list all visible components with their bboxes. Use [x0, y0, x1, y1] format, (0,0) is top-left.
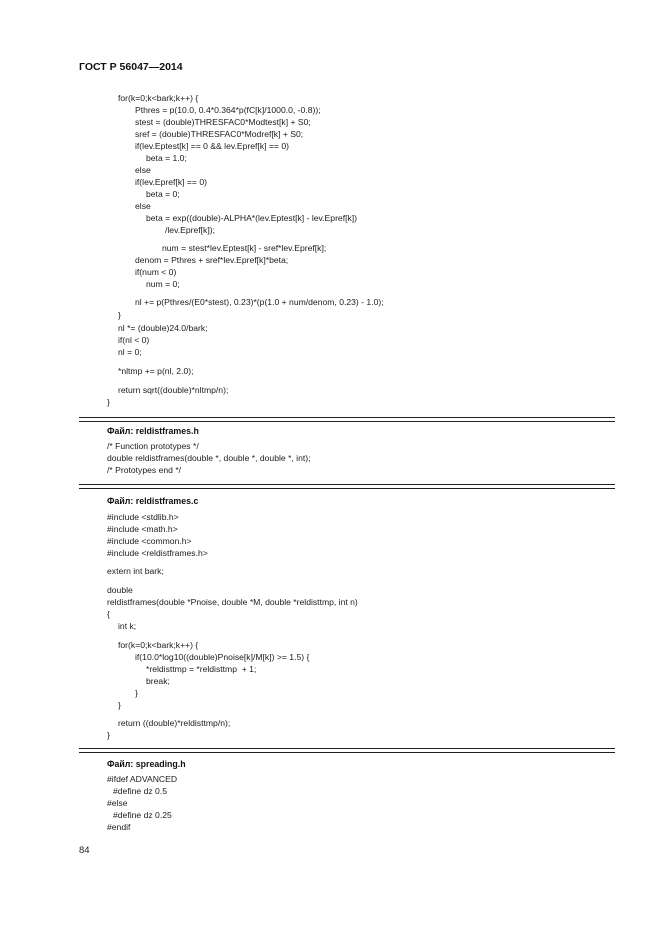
- code-line: double reldistframes(double *, double *, double *, int);: [107, 453, 311, 463]
- code-line: beta = 1.0;: [146, 153, 187, 163]
- code-line: Pthres = p(10.0, 0.4*0.364*p(fC[k]/1000.0, -0.8));: [135, 105, 321, 115]
- file-title-spreading-h: Файл: spreading.h: [107, 759, 186, 769]
- code-line: #define dz 0.5: [113, 786, 167, 796]
- section-separator: [79, 748, 615, 753]
- code-line: #include <math.h>: [107, 524, 178, 534]
- code-line: stest = (double)THRESFAC0*Modtest[k] + S0;: [135, 117, 311, 127]
- code-line: nl = 0;: [118, 347, 142, 357]
- code-line: for(k=0;k<bark;k++) {: [118, 93, 199, 103]
- code-line: reldistframes(double *Pnoise, double *M, double *reldisttmp, int n): [107, 597, 358, 607]
- code-line: if(nl < 0): [118, 335, 150, 345]
- code-line: }: [135, 688, 138, 698]
- code-line: for(k=0;k<bark;k++) {: [118, 640, 199, 650]
- section-separator: [79, 484, 615, 489]
- document-standard-header: ГОСТ Р 56047—2014: [79, 61, 183, 73]
- code-line: }: [107, 397, 110, 407]
- code-line: double: [107, 585, 133, 595]
- code-line: }: [118, 310, 121, 320]
- code-line: int k;: [118, 621, 137, 631]
- code-line: }: [107, 730, 110, 740]
- code-line: if(10.0*log10((double)Pnoise[k]/M[k]) >= 1.5) {: [135, 652, 310, 662]
- code-line: sref = (double)THRESFAC0*Modref[k] + S0;: [135, 129, 304, 139]
- code-line: num = stest*lev.Eptest[k] - sref*lev.Epref[k];: [162, 243, 327, 253]
- code-line: #include <common.h>: [107, 536, 192, 546]
- code-line: else: [135, 165, 151, 175]
- code-line: if(lev.Epref[k] == 0): [135, 177, 207, 187]
- code-line: }: [118, 700, 121, 710]
- code-line: /* Function prototypes */: [107, 441, 199, 451]
- code-line: return sqrt((double)*nltmp/n);: [118, 385, 229, 395]
- file-title-reldistframes-c: Файл: reldistframes.c: [107, 496, 199, 506]
- code-line: num = 0;: [146, 279, 180, 289]
- code-line: #define dz 0.25: [113, 810, 172, 820]
- code-line: *nltmp += p(nl, 2.0);: [118, 366, 194, 376]
- code-line: #ifdef ADVANCED: [107, 774, 178, 784]
- code-line: #include <reldistframes.h>: [107, 548, 208, 558]
- code-line: #endif: [107, 822, 131, 832]
- code-line: beta = 0;: [146, 189, 180, 199]
- code-line: else: [135, 201, 151, 211]
- code-line: /* Prototypes end */: [107, 465, 182, 475]
- code-line: *reldisttmp = *reldisttmp + 1;: [146, 664, 257, 674]
- code-line: nl += p(Pthres/(E0*stest), 0.23)*(p(1.0 + num/denom, 0.23) - 1.0);: [135, 297, 384, 307]
- section-separator: [79, 417, 615, 422]
- code-line: if(lev.Eptest[k] == 0 && lev.Epref[k] == 0): [135, 141, 289, 151]
- code-line: /lev.Epref[k]);: [165, 225, 215, 235]
- code-line: {: [107, 609, 110, 619]
- code-line: #include <stdlib.h>: [107, 512, 179, 522]
- code-line: if(num < 0): [135, 267, 177, 277]
- code-line: break;: [146, 676, 170, 686]
- file-title-reldistframes-h: Файл: reldistframes.h: [107, 426, 199, 436]
- code-line: nl *= (double)24.0/bark;: [118, 323, 208, 333]
- code-line: extern int bark;: [107, 566, 164, 576]
- code-line: beta = exp((double)-ALPHA*(lev.Eptest[k] - lev.Epref[k]): [146, 213, 358, 223]
- code-line: denom = Pthres + sref*lev.Epref[k]*beta;: [135, 255, 289, 265]
- code-line: #else: [107, 798, 128, 808]
- page-number: 84: [79, 845, 90, 856]
- code-line: return ((double)*reldisttmp/n);: [118, 718, 231, 728]
